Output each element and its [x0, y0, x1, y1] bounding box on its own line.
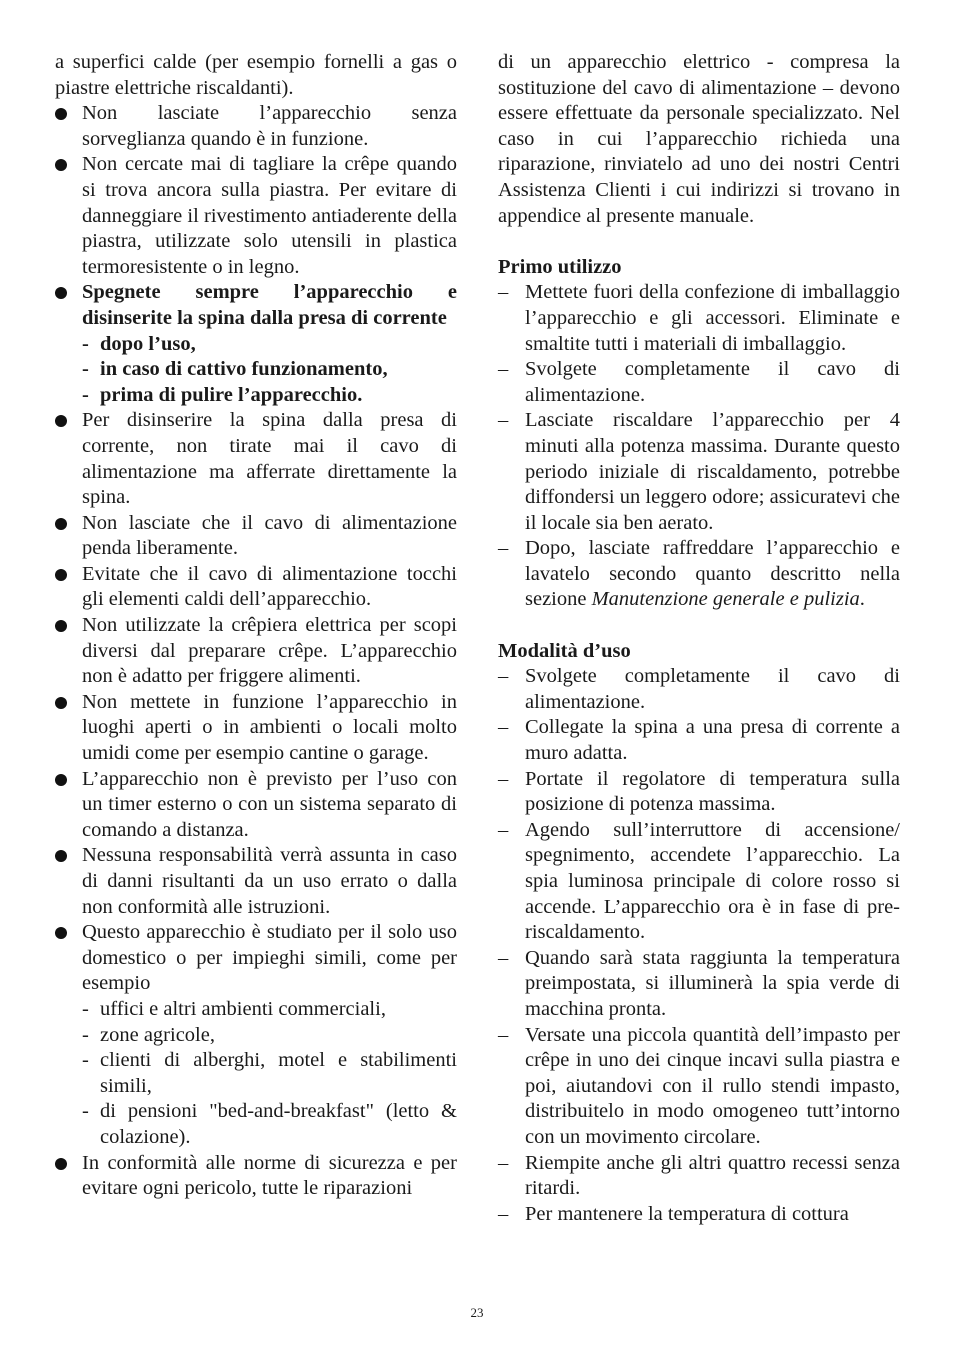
bullet-icon	[55, 415, 67, 427]
bullet-icon	[55, 774, 67, 786]
bullet-item: Questo apparecchio è studiato per il solo uso domestico o per impieghi simili, come per esempio	[55, 920, 457, 997]
dash-item: – Riempite anche gli altri quattro recessi senza ritardi.	[498, 1151, 900, 1200]
bullet-item-warning: Spegnete sempre l’apparecchio e disinserite la spina dalla presa di corrente	[55, 280, 457, 331]
bullet-icon	[55, 697, 67, 709]
dash-item: – Quando sarà stata raggiunta la temperatura preimpostata, si illuminerà la spia verde di macchina pronta.	[498, 946, 900, 1020]
bullet-item: Non cercate mai di tagliare la crêpe quando si trova ancora sulla piastra. Per evitare di danneggiare il rivestimento antiaderente della piastra, utilizzate solo utensili in plastica termoresistente o in legno.	[55, 152, 457, 280]
bullet-item: Nessuna responsabilità verrà assunta in caso di danni risultanti da un uso errato o dalla non conformità alle istruzioni.	[55, 843, 457, 920]
bullet-icon	[55, 620, 67, 632]
spacer	[498, 229, 900, 255]
bullet-item: Non utilizzate la crêpiera elettrica per scopi diversi dal preparare crêpe. L’apparecchio non è adatto per friggere alimenti.	[55, 613, 457, 690]
left-column	[55, 50, 457, 1202]
bullet-icon	[55, 1158, 67, 1170]
bullet-icon	[55, 518, 67, 530]
sub-item: - di pensioni "bed-and-breakfast" (letto & colazione).	[82, 1100, 457, 1148]
spacer	[498, 613, 900, 639]
bullet-item: L’apparecchio non è previsto per l’uso con un timer esterno o con un sistema separato di comando a distanza.	[55, 767, 457, 844]
dash-item: – Lasciate riscaldare l’apparecchio per 4 minuti alla potenza massima. Durante questo periodo iniziale di riscaldamento, potrebbe diffondersi un leggero odore; assicuratevi che il locale sia ben aerato.	[498, 409, 900, 534]
bullet-icon	[55, 108, 67, 120]
sub-item: - prima di pulire l’apparecchio.	[82, 383, 363, 406]
bullet-icon	[55, 569, 67, 581]
dash-item: – Portate il regolatore di temperatura sulla posizione di potenza massima.	[498, 767, 900, 816]
dash-item: – Dopo, lasciate raffreddare l’apparecchio e lavatelo secondo quanto descritto nella sezione Manutenzione generale e pulizia.	[498, 537, 900, 611]
sub-item: - clienti di alberghi, motel e stabilimenti simili,	[82, 1049, 457, 1097]
dash-item: – Collegate la spina a una presa di corrente a muro adatta.	[498, 716, 900, 765]
dash-item: – Svolgete completamente il cavo di alimentazione.	[498, 665, 900, 713]
section-reference: Manutenzione generale e pulizia	[591, 588, 860, 611]
dash-item: – Svolgete completamente il cavo di alimentazione.	[498, 358, 900, 406]
bullet-item: Per disinserire la spina dalla presa di corrente, non tirate mai il cavo di alimentazione ma afferrate direttamente la spina.	[55, 408, 457, 510]
dash-item: – Mettete fuori della confezione di imballaggio l’apparecchio e gli accessori. Eliminate e smaltite tutti i materiali di imballaggio.	[498, 281, 900, 355]
bullet-item: In conformità alle norme di sicurezza e per evitare ogni pericolo, tutte le riparazioni	[55, 1151, 457, 1202]
dash-item: – Agendo sull’interruttore di accensione/ spegnimento, accendete l’apparecchio. La spia luminosa principale di colore rosso si accende. L’apparecchio ora è in fase di pre-riscaldamento.	[498, 818, 900, 944]
page-number: 23	[470, 1305, 484, 1320]
sub-item: - dopo l’uso,	[82, 332, 196, 355]
sub-item: - zone agricole,	[82, 1023, 215, 1046]
bullet-item: Non lasciate che il cavo di alimentazione penda liberamente.	[55, 511, 457, 562]
right-column	[498, 50, 900, 1227]
bullet-item: Evitate che il cavo di alimentazione tocchi gli elementi caldi dell’apparecchio.	[55, 562, 457, 613]
dash-item: – Per mantenere la temperatura di cottura	[498, 1202, 849, 1225]
section-heading: Primo utilizzo	[498, 255, 622, 278]
bullet-icon	[55, 159, 67, 171]
bullet-icon	[55, 287, 67, 299]
sub-item: - uffici e altri ambienti commerciali,	[82, 997, 386, 1020]
bullet-icon	[55, 850, 67, 862]
paragraph: di un apparecchio elettrico - compresa la sostituzione del cavo di alimentazione – devono essere effettuate da personale specializzato. Nel caso in cui l’apparecchio richieda una riparazione, rinviatelo ad uno dei nostri Centri Assistenza Clienti i cui indirizzi si trovano in appendice al presente manuale.	[498, 51, 900, 227]
sub-item: - in caso di cattivo funzionamento,	[82, 358, 388, 381]
bullet-icon	[55, 927, 67, 939]
section-heading: Modalità d’uso	[498, 639, 631, 662]
bullet-item: Non lasciate l’apparecchio senza sorveglianza quando è in funzione.	[55, 101, 457, 152]
bullet-item: Non mettete in funzione l’apparecchio in luoghi aperti o in ambienti o locali molto umidi come per esempio cantine o garage.	[55, 690, 457, 767]
paragraph: a superfici calde (per esempio fornelli a gas o piastre elettriche riscaldanti).	[55, 51, 457, 99]
dash-item: – Versate una piccola quantità dell’impasto per crêpe in uno dei cinque incavi sulla piastra e poi, aiutandovi con il rullo stendi impasto, distribuitelo in modo omogeneo tutt’intorno con un movimento circolare.	[498, 1023, 900, 1148]
